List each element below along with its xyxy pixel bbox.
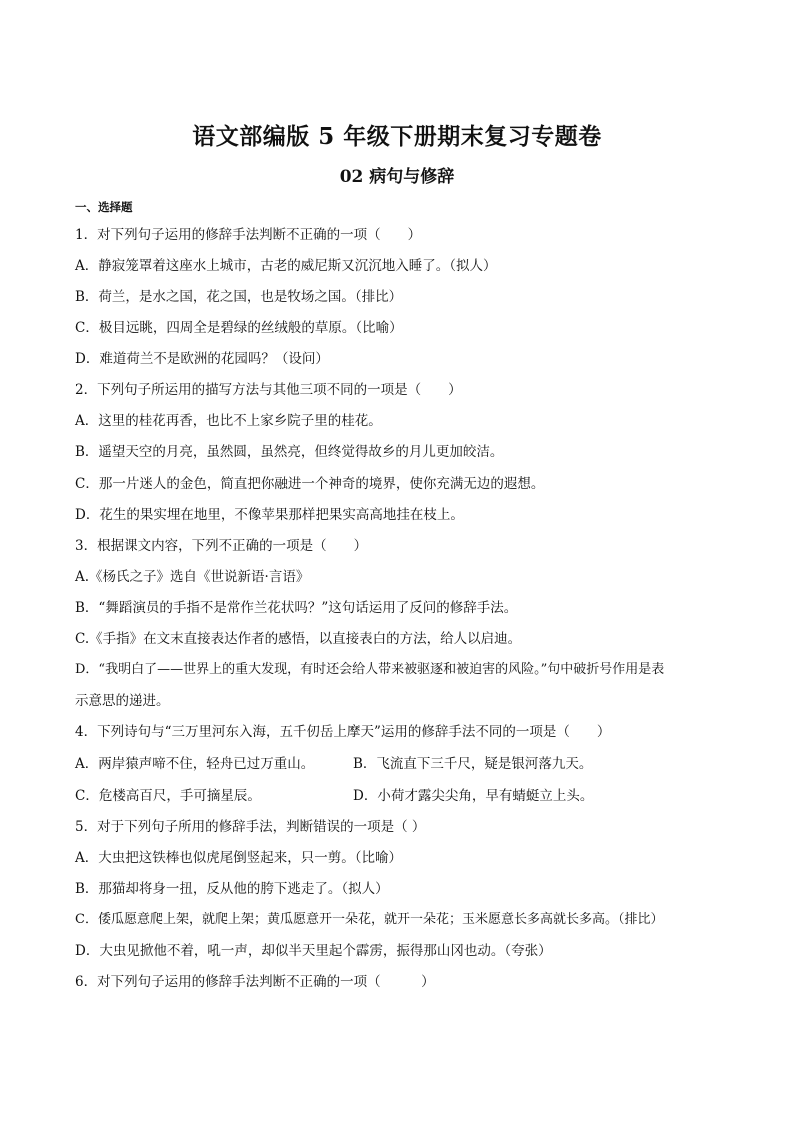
question-4-option-c: C．危楼高百尺，手可摘星辰。 <box>75 788 261 804</box>
question-4-option-d: D．小荷才露尖尖角，早有蜻蜓立上头。 <box>353 788 594 804</box>
question-3-option-c: C.《手指》在文末直接表达作者的感悟，以直接表白的方法，给人以启迪。 <box>75 631 522 647</box>
question-5-stem: 5．对于下列句子所用的修辞手法，判断错误的一项是（ ） <box>75 819 426 835</box>
question-4-stem: 4．下列诗句与“三万里河东入海，五千仞岳上摩天”运用的修辞手法不同的一项是（ ） <box>75 724 611 740</box>
question-3-option-d: D．“我明白了——世界上的重大发现，有时还会给人带来被驱逐和被迫害的风险。”句中破折号作用是表 <box>75 662 665 677</box>
question-3-option-b: B．“舞蹈演员的手指不是常作兰花状吗？”这句话运用了反问的修辞手法。 <box>75 600 518 616</box>
question-3-option-a: A.《杨氏之子》选自《世说新语·言语》 <box>75 569 310 585</box>
question-1-option-a: A．静寂笼罩着这座水上城市，古老的威尼斯又沉沉地入睡了。（拟人） <box>75 258 497 274</box>
question-2-option-b: B．遥望天空的月亮，虽然圆，虽然亮，但终觉得故乡的月儿更加皎洁。 <box>75 444 504 460</box>
question-2-option-c: C．那一片迷人的金色，简直把你融进一个神奇的境界，使你充满无边的遐想。 <box>75 476 545 492</box>
question-5-option-c: C．倭瓜愿意爬上架，就爬上架；黄瓜愿意开一朵花，就开一朵花；玉米愿意长多高就长多高。（排比） <box>75 912 664 927</box>
question-4-option-a: A．两岸猿声啼不住，轻舟已过万重山。 <box>75 756 315 772</box>
page-subtitle: 02 病句与修辞 <box>339 167 455 187</box>
question-2-stem: 2．下列句子所运用的描写方法与其他三项不同的一项是（ ） <box>75 382 462 398</box>
question-1-stem: 1．对下列句子运用的修辞手法判断不正确的一项（ ） <box>75 227 422 243</box>
question-2-option-a: A．这里的桂花再香，也比不上家乡院子里的桂花。 <box>75 413 382 429</box>
question-1-option-c: C．极目远眺，四周全是碧绿的丝绒般的草原。（比喻） <box>75 320 403 336</box>
question-3-stem: 3．根据课文内容，下列不正确的一项是（ ） <box>75 538 368 554</box>
page-title: 语文部编版 5 年级下册期末复习专题卷 <box>192 123 602 150</box>
question-6-stem: 6．对下列句子运用的修辞手法判断不正确的一项（ ） <box>75 974 435 990</box>
question-5-option-b: B．那猫却将身一扭，反从他的胯下逃走了。（拟人） <box>75 881 389 897</box>
section-heading: 一、选择题 <box>75 200 133 214</box>
question-1-option-b: B．荷兰，是水之国，花之国，也是牧场之国。（排比） <box>75 289 403 305</box>
question-3-option-d-continued: 示意思的递进。 <box>75 693 170 709</box>
question-5-option-d: D．大虫见掀他不着，吼一声，却似半天里起个霹雳，振得那山冈也动。（夸张） <box>75 943 552 959</box>
question-1-option-d: D．难道荷兰不是欧洲的花园吗？（设问） <box>75 351 329 367</box>
question-5-option-a: A．大虫把这铁棒也似虎尾倒竖起来，只一剪。（比喻） <box>75 850 402 866</box>
question-2-option-d: D．花生的果实埋在地里，不像苹果那样把果实高高地挂在枝上。 <box>75 507 464 523</box>
question-4-option-b: B．飞流直下三千尺，疑是银河落九天。 <box>353 756 593 772</box>
